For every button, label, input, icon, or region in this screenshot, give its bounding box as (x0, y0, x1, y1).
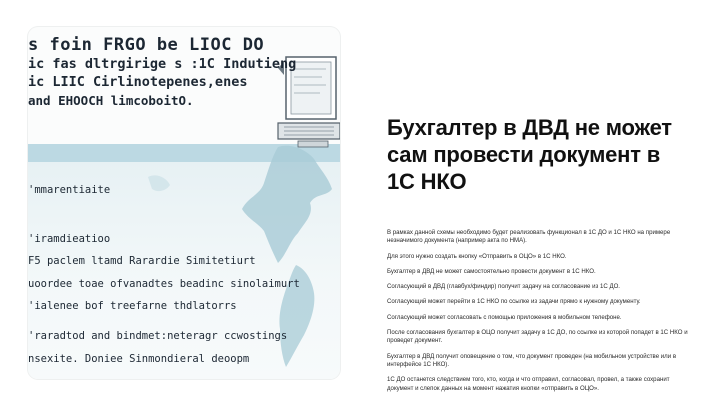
article-paragraph: Согласующий может перейти в 1С НКО по ссылке из задачи прямо к нужному документу. (387, 298, 641, 306)
article-paragraph: Бухгалтер в ДВД не может самостоятельно провести документ в 1С НКО. (387, 267, 596, 275)
image-header-line: and EHOOCH limcoboitO. (28, 93, 194, 108)
image-body-line: 'iramdieatioo (28, 233, 111, 245)
article-paragraph: 1С ДО останется следствием того, кто, когда и что отправил, согласовал, провел, а также сохранит документ и слепок данных на момент нажатия кнопки «отправить в ОЦО». (387, 376, 670, 392)
image-body-line: uoordee toae ofvanadtes beadinc sinolaimurt (28, 278, 300, 290)
image-header-line: ic fas dltrgirige s :1C Indutieng (28, 56, 297, 72)
article-paragraph: После согласования бухгалтер в ОЦО получит задачу в 1С ДО, по ссылке из которой попадет в 1С НКО и проведет документ. (387, 329, 688, 345)
image-body-line: F5 paclem ltamd Rarardie Simitetiurt (28, 255, 256, 267)
page-title: Бухгалтер в ДВД не может сам провести документ в 1С НКО (387, 115, 672, 194)
image-body-line: 'ialenee bof treefarne thdlatorrs (28, 300, 237, 312)
article-paragraph: Согласующий в ДВД (главбух/финдир) получит задачу на согласование из 1С ДО. (387, 283, 620, 291)
image-body-line: 'mmarentiaite (28, 184, 111, 196)
image-body-line: nsexite. Doniee Sinmondieral deoopm (28, 353, 250, 365)
illustration-card (28, 27, 340, 379)
article-paragraph: Бухгалтер в ДВД получит оповещение о том, что документ проведен (на мобильном устройстве или в интерфейсе 1С НКО). (387, 352, 677, 368)
image-header-line: s foin FRGO be LIOC DO (28, 35, 265, 55)
article-paragraph: Для этого нужно создать кнопку «Отправить в ОЦО» в 1С НКО. (387, 252, 567, 260)
image-body-line: 'raradtod and bindmet:neteragr ccwostings (28, 330, 288, 342)
article-paragraph: В рамках данной схемы необходимо будет реализовать функционал в 1С ДО и 1С НКО на примере незначимого документа (например акта по НМА). (387, 229, 671, 245)
article-body (387, 229, 697, 400)
image-header-line: ic LIIC Cirlinotepenes,enes (28, 74, 248, 90)
article-paragraph: Согласующий может согласовать с помощью приложения в мобильном телефоне. (387, 313, 622, 321)
